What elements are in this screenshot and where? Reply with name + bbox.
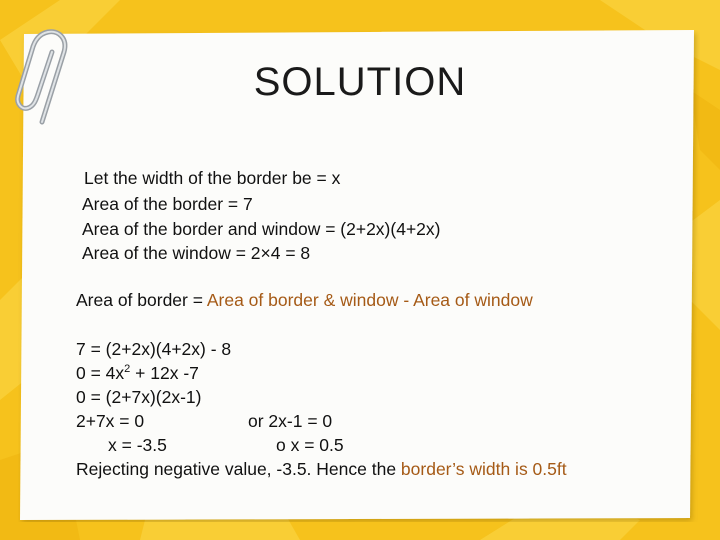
- slide-title: SOLUTION: [253, 60, 467, 104]
- step-3: 0 = (2+7x)(2x-1): [76, 387, 202, 407]
- step-5-left: x = -3.5: [108, 435, 167, 455]
- given-line-4: Area of the window = 2×4 = 8: [82, 243, 311, 263]
- conclusion-line: [76, 459, 567, 480]
- step-4-left: 2+7x = 0: [76, 411, 145, 431]
- relation-line: [76, 290, 533, 311]
- given-line-3: Area of the border and window = (2+2x)(4+2x): [82, 219, 441, 239]
- relation-rhs: Area of border & window - Area of window: [206, 290, 533, 310]
- relation-lhs: Area of border: [76, 290, 188, 310]
- step-1: 7 = (2+2x)(4+2x) - 8: [76, 339, 232, 359]
- step-5-right: o x = 0.5: [276, 435, 344, 455]
- conclusion-answer: border’s width is 0.5ft: [400, 459, 567, 479]
- solution-text: [32, 146, 684, 506]
- exponent: 2: [124, 363, 131, 375]
- relation-equals: =: [187, 290, 207, 310]
- given-line-2: Area of the border = 7: [82, 194, 253, 214]
- step-2: [76, 363, 199, 384]
- step-2-lhs: 0 = 4x: [76, 363, 125, 383]
- given-line-1: Let the width of the border be = x: [84, 168, 341, 188]
- step-2-rhs: + 12x -7: [130, 363, 199, 383]
- step-4-right: or 2x-1 = 0: [248, 411, 333, 431]
- conclusion-text: Rejecting negative value, -3.5. Hence the: [76, 459, 401, 479]
